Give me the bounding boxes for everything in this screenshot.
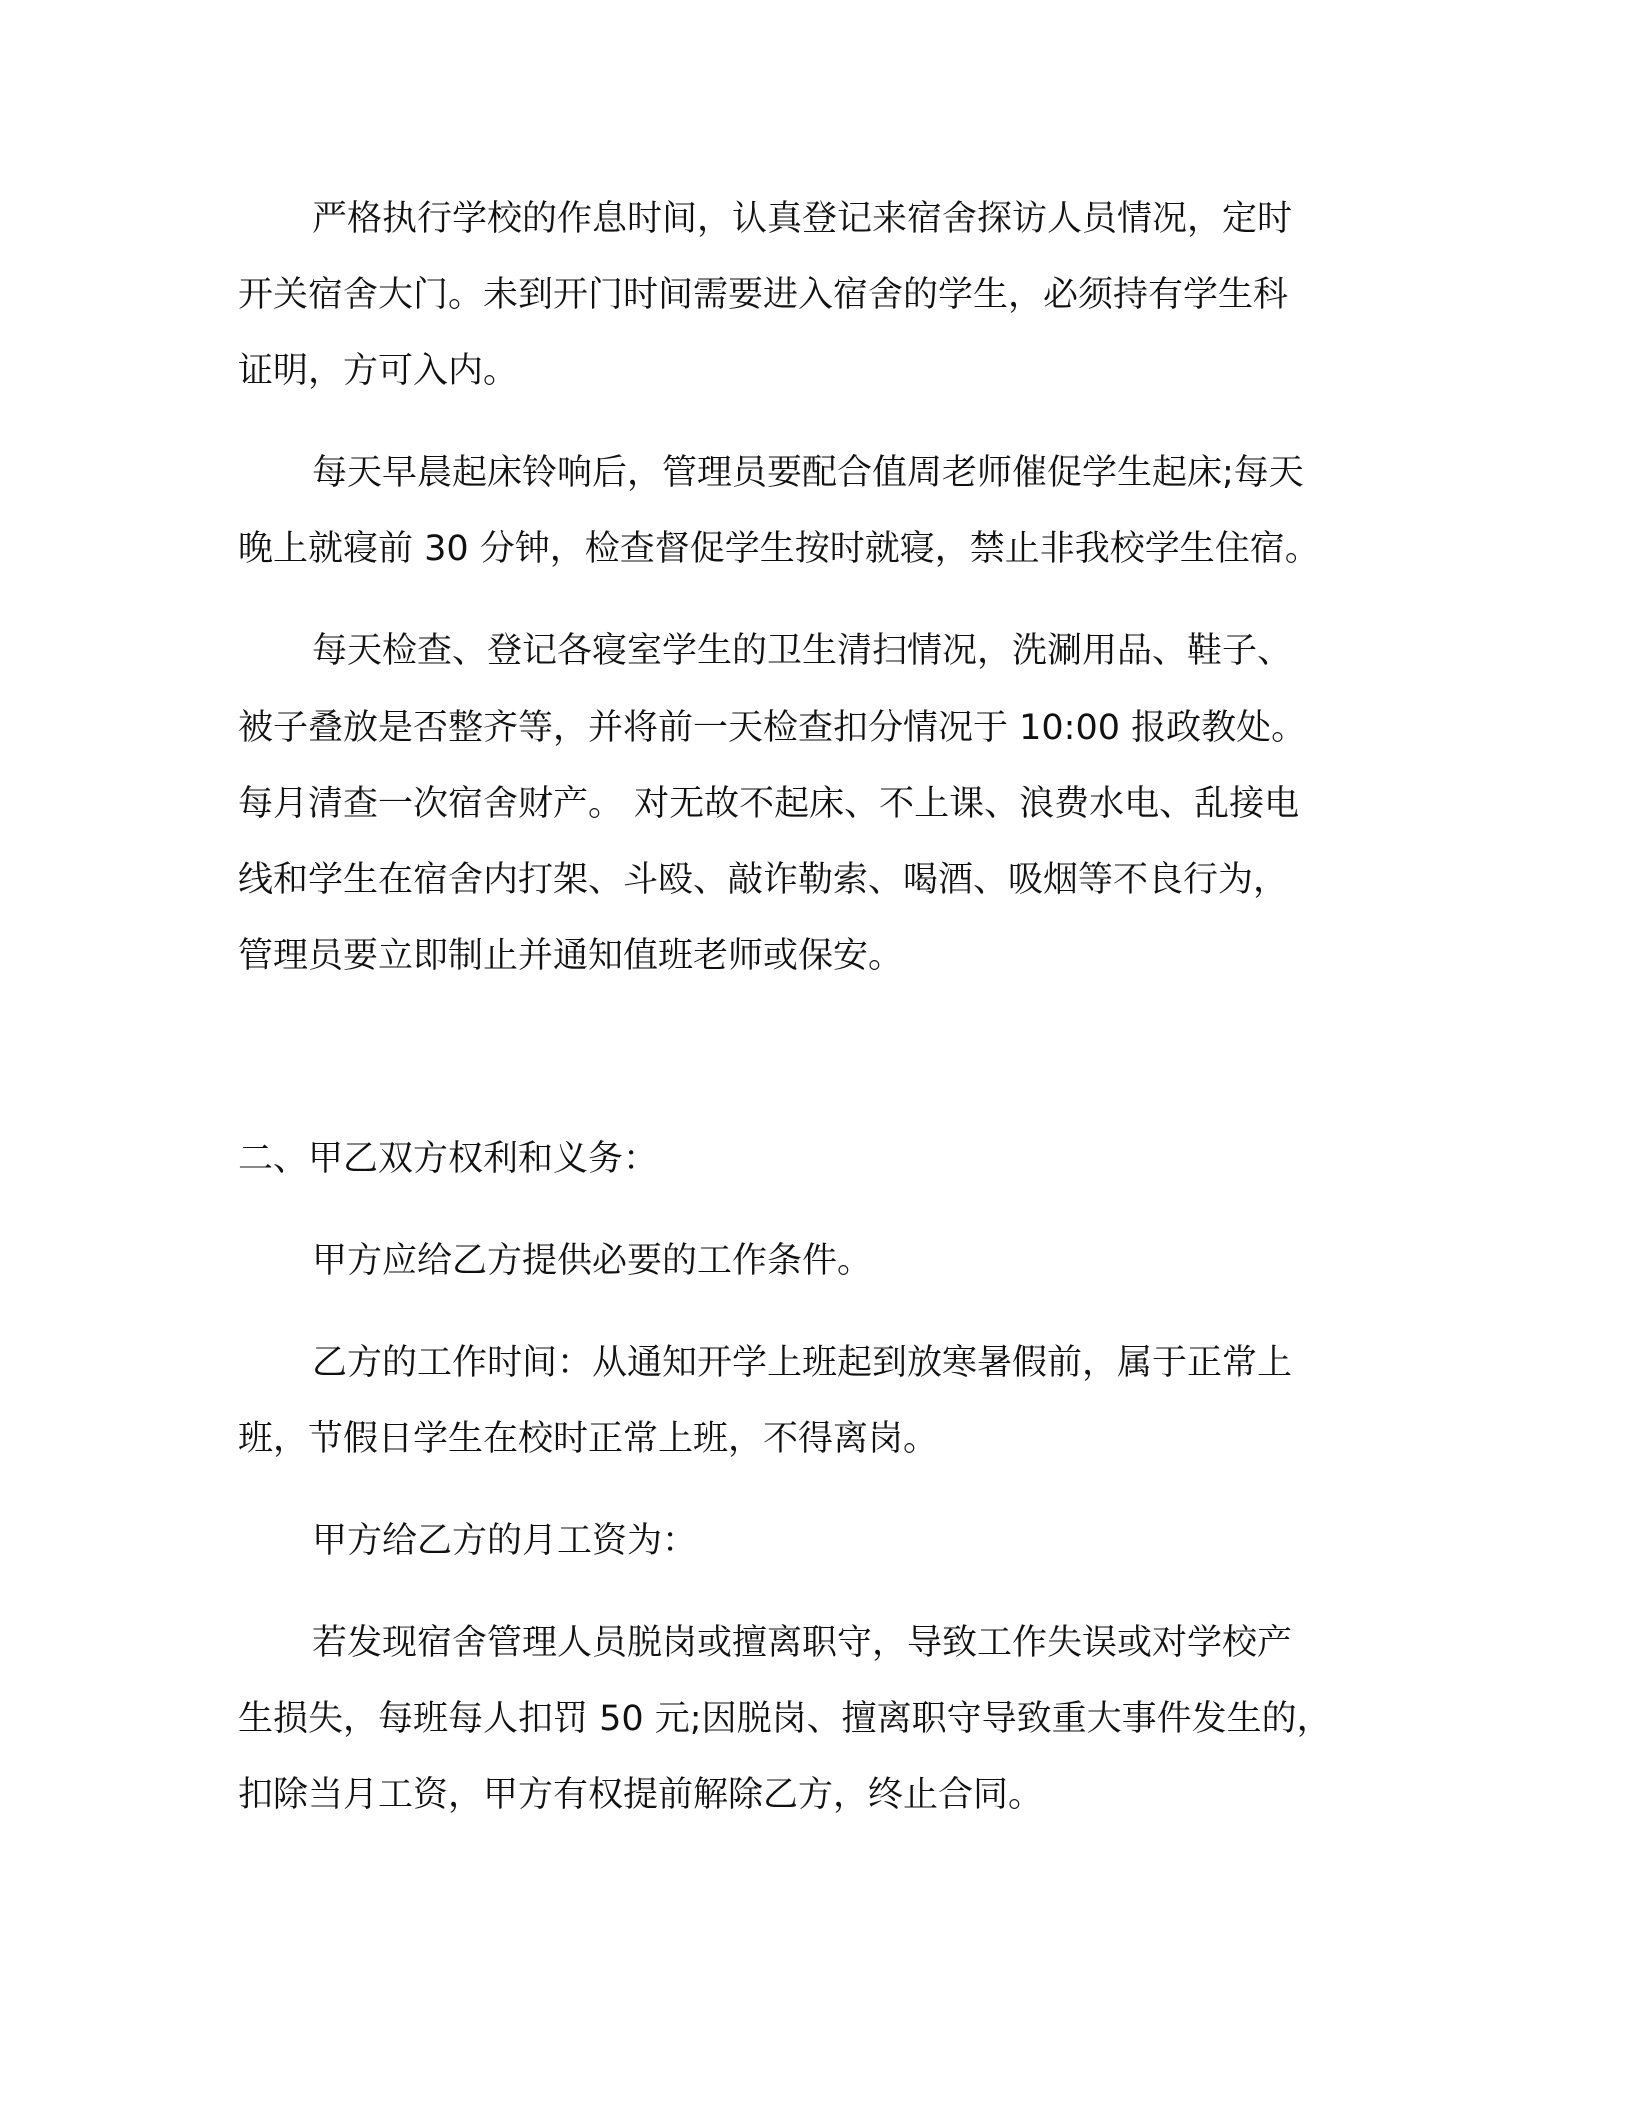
section-title: 二、甲乙双方权利和义务： <box>238 1139 659 1179</box>
text-line: 管理员要立即制止并通知值班老师或保安。 <box>238 936 904 976</box>
text-line: 每月清查一次宿舍财产。 对无故不起床、不上课、浪费水电、乱接电 <box>238 784 1300 824</box>
text-line: 每天检查、登记各寝室学生的卫生清扫情况，洗涮用品、鞋子、 <box>312 631 1293 671</box>
text-line: 甲方应给乙方提供必要的工作条件。 <box>312 1241 873 1281</box>
text-line: 线和学生在宿舍内打架、斗殴、敲诈勒索、喝酒、吸烟等不良行为， <box>238 860 1289 900</box>
text-line: 班，节假日学生在校时正常上班，不得离岗。 <box>238 1419 939 1459</box>
text-line: 乙方的工作时间：从通知开学上班起到放寒暑假前，属于正常上 <box>312 1343 1293 1383</box>
text-line: 生损失，每班每人扣罚 50 元;因脱岗、擅离职守导致重大事件发生的， <box>238 1699 1332 1739</box>
text-line: 每天早晨起床铃响后，管理员要配合值周老师催促学生起床;每天 <box>312 453 1304 493</box>
text-line: 严格执行学校的作息时间，认真登记来宿舍探访人员情况，定时 <box>312 199 1293 239</box>
text-line: 证明，方可入内。 <box>238 351 519 391</box>
text-line: 若发现宿舍管理人员脱岗或擅离职守，导致工作失误或对学校产 <box>312 1623 1293 1663</box>
text-line: 被子叠放是否整齐等，并将前一天检查扣分情况于 10:00 报政教处。 <box>238 708 1307 748</box>
text-line: 晚上就寝前 30 分钟，检查督促学生按时就寝，禁止非我校学生住宿。 <box>238 529 1320 569</box>
text-line: 甲方给乙方的月工资为： <box>312 1521 698 1561</box>
text-line: 扣除当月工资，甲方有权提前解除乙方，终止合同。 <box>238 1775 1044 1815</box>
text-line: 开关宿舍大门。未到开门时间需要进入宿舍的学生，必须持有学生科 <box>238 275 1289 315</box>
